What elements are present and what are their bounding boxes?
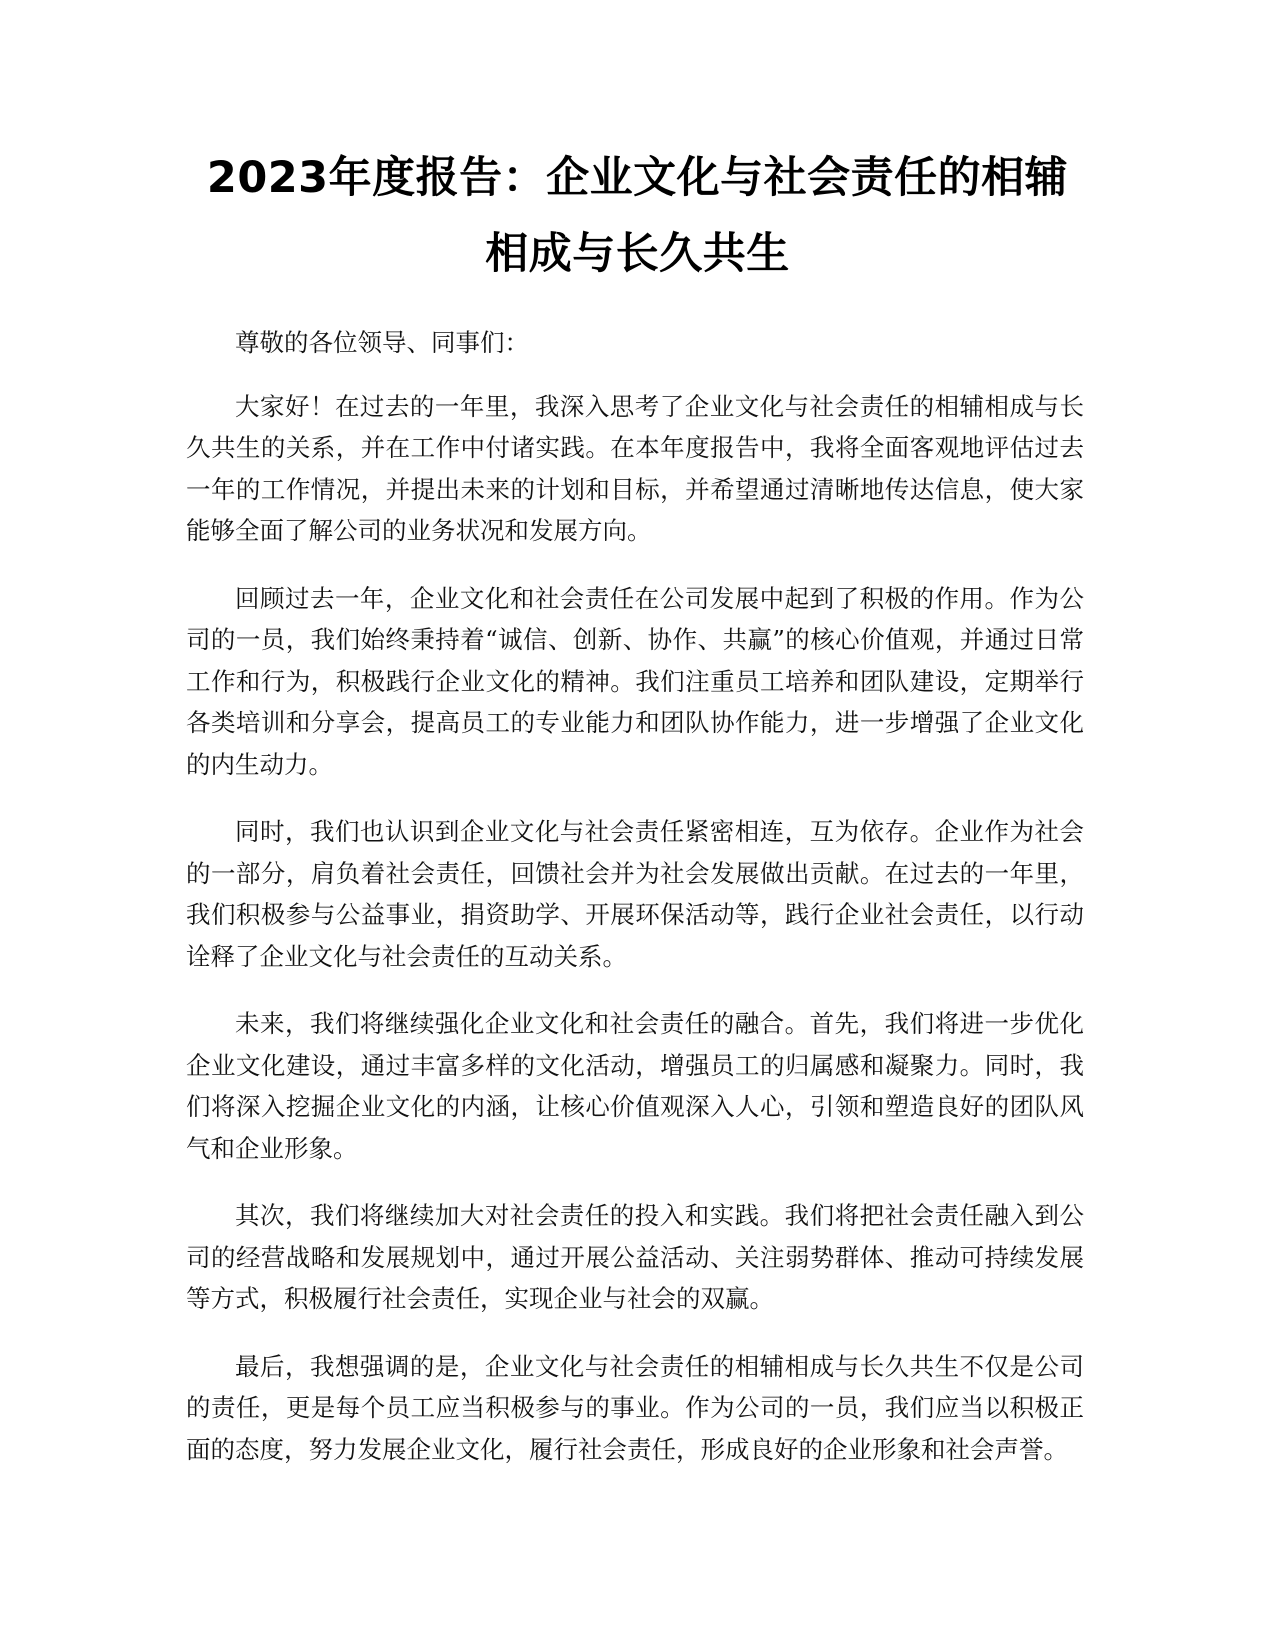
- paragraph-future: 未来，我们将继续强化企业文化和社会责任的融合。首先，我们将进一步优化企业文化建设，通过丰富多样的文化活动，增强员工的归属感和凝聚力。同时，我们将深入挖掘企业文化的内涵，让核心价值观深入人心，引领和塑造良好的团队风气和企业形象。: [186, 1009, 1084, 1163]
- paragraph-greeting: 大家好！在过去的一年里，我深入思考了企业文化与社会责任的相辅相成与长久共生的关系，并在工作中付诸实践。在本年度报告中，我将全面客观地评估过去一年的工作情况，并提出未来的计划和目标，并希望通过清晰地传达信息，使大家能够全面了解公司的业务状况和发展方向。: [186, 391, 1084, 545]
- paragraph-responsibility: 同时，我们也认识到企业文化与社会责任紧密相连，互为依存。企业作为社会的一部分，肩负着社会责任，回馈社会并为社会发展做出贡献。在过去的一年里，我们积极参与公益事业，捐资助学、开展环保活动等，践行企业社会责任，以行动诠释了企业文化与社会责任的互动关系。: [186, 817, 1084, 971]
- document-body: [186, 322, 1084, 1496]
- salutation: 尊敬的各位领导、同事们：: [235, 328, 529, 357]
- paragraph-second: 其次，我们将继续加大对社会责任的投入和实践。我们将把社会责任融入到公司的经营战略和发展规划中，通过开展公益活动、关注弱势群体、推动可持续发展等方式，积极履行社会责任，实现企业与社会的双赢。: [186, 1201, 1084, 1313]
- paragraph-review: 回顾过去一年，企业文化和社会责任在公司发展中起到了积极的作用。作为公司的一员，我们始终秉持着“诚信、创新、协作、共赢”的核心价值观，并通过日常工作和行为，积极践行企业文化的精神。我们注重员工培养和团队建设，定期举行各类培训和分享会，提高员工的专业能力和团队协作能力，进一步增强了企业文化的内生动力。: [186, 583, 1084, 779]
- paragraph-final: 最后，我想强调的是，企业文化与社会责任的相辅相成与长久共生不仅是公司的责任，更是每个员工应当积极参与的事业。作为公司的一员，我们应当以积极正面的态度，努力发展企业文化，履行社会责任，形成良好的企业形象和社会声誉。: [186, 1351, 1084, 1464]
- document-title: [150, 140, 1125, 292]
- title-line-1: 2023年度报告：企业文化与社会责任的相辅: [206, 153, 1069, 203]
- title-line-2: 相成与长久共生: [485, 229, 790, 279]
